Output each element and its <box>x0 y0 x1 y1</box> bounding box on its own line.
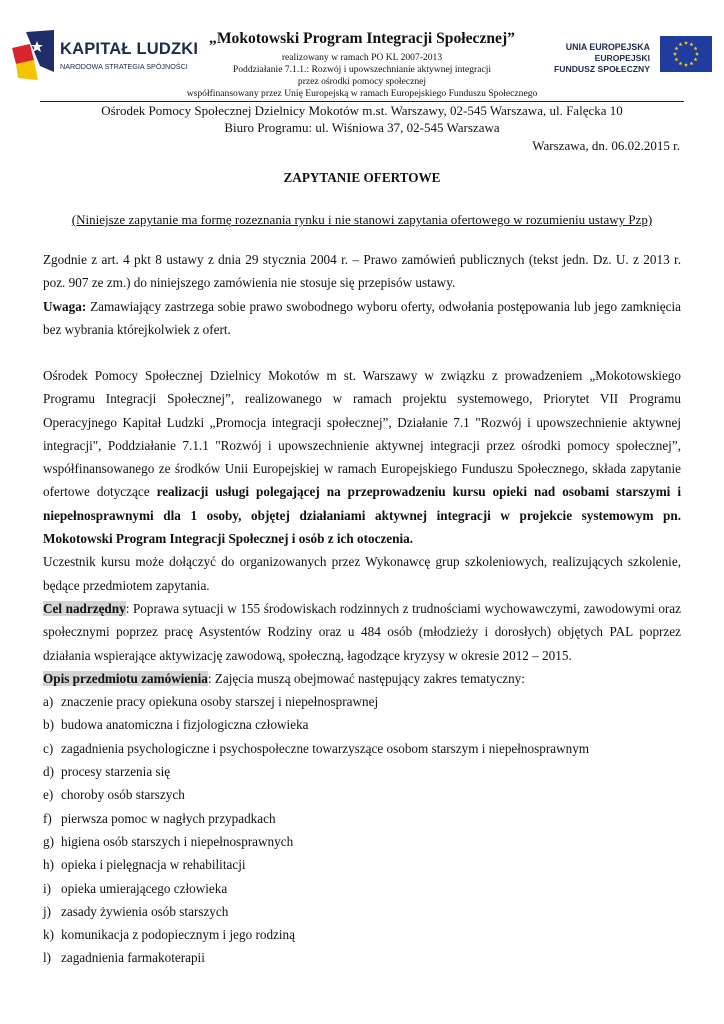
uwaga-label: Uwaga: <box>43 298 87 314</box>
list-item <box>43 900 681 923</box>
list-item <box>43 853 681 876</box>
list-marker: i) <box>43 880 52 896</box>
list-text: choroby osób starszych <box>61 787 185 803</box>
list-item <box>43 713 681 736</box>
header-cofinancing-line: współfinansowany przez Unię Europejską w ramach Europejskiego Funduszu Społecznego <box>186 88 538 99</box>
header-line: Poddziałanie 7.1.1.: Rozwój i upowszechnianie aktywnej integracji <box>232 64 492 76</box>
list-marker: c) <box>43 740 54 756</box>
kapital-ludzki-subtitle: NARODOWA STRATEGIA SPÓJNOŚCI <box>60 62 188 71</box>
subject-paragraph <box>43 667 681 690</box>
list-text: znaczenie pracy opiekuna osoby starszej i niepełnosprawnej <box>61 694 379 710</box>
list-text: opieka i pielęgnacja w rehabilitacji <box>61 857 246 873</box>
list-marker: e) <box>43 787 54 803</box>
goal-text: : Poprawa sytuacji w 155 środowiskach rodzinnych z trudnościami wychowawczymi, zawodowymi oraz społecznymi poprzez pracę Asystentów Rodziny oraz u 484 osób (młodzieży i dorosłych) objętych PAL poprzez działania wspierające aktywizację zawodową, społeczną, łagodzące kryzysy w okresie 2012 – 2015. <box>43 600 682 663</box>
eu-logo-line: FUNDUSZ SPOŁECZNY <box>554 64 650 74</box>
eu-logo-line: EUROPEJSKI <box>594 53 650 63</box>
program-title: „Mokotowski Program Integracji Społecznej” <box>209 30 515 47</box>
document-heading: ZAPYTANIE OFERTOWE <box>283 170 441 185</box>
list-item <box>43 923 681 946</box>
list-item <box>43 807 681 830</box>
list-marker: d) <box>43 764 54 780</box>
list-marker: b) <box>43 717 54 733</box>
eu-logo-text <box>554 42 650 75</box>
uwaga-text: Zamawiający zastrzega sobie prawo swobodnego wyboru oferty, odwołania postępowania lub jego zamknięcia bez wybrania którejkolwiek z ofert. <box>43 298 681 337</box>
list-item <box>43 690 681 713</box>
topic-list <box>43 690 681 970</box>
legal-basis-paragraph: Zgodnie z art. 4 pkt 8 ustawy z dnia 29 stycznia 2004 r. – Prawo zamówień publicznych (tekst jedn. Dz. U. z 2013 r. poz. 907 ze zm.) do niniejszego zamówienia nie stosuje się przepisów ustawy. <box>43 252 681 291</box>
legal-basis-section <box>43 248 681 341</box>
header-divider <box>40 101 684 102</box>
address-line: Ośrodek Pomocy Społecznej Dzielnicy Mokotów m.st. Warszawy, 02-545 Warszawa, ul. Falęcka 10 <box>101 103 623 118</box>
kapital-ludzki-emblem-icon <box>10 26 58 84</box>
list-text: pierwsza pomoc w nagłych przypadkach <box>61 810 276 826</box>
subject-text: : Zajęcia muszą obejmować następujący zakres tematyczny: <box>207 670 525 686</box>
kapital-ludzki-title: KAPITAŁ LUDZKI <box>60 40 199 58</box>
header-center <box>190 30 534 89</box>
header-line: przez ośrodki pomocy społecznej <box>297 76 427 88</box>
eu-logo-line: UNIA EUROPEJSKA <box>565 42 650 52</box>
list-text: komunikacja z podopiecznym i jego rodziną <box>61 927 296 943</box>
list-marker: j) <box>43 903 52 919</box>
list-marker: k) <box>43 927 54 943</box>
list-text: zagadnienia farmakoterapii <box>61 950 205 966</box>
header-line: realizowany w ramach PO KL 2007-2013 <box>281 52 443 63</box>
list-text: higiena osób starszych i niepełnosprawnych <box>61 833 294 849</box>
list-item <box>43 830 681 853</box>
list-marker: h) <box>43 857 54 873</box>
list-marker: g) <box>43 833 54 849</box>
list-item <box>43 946 681 969</box>
document-date: Warszawa, dn. 06.02.2015 r. <box>532 138 680 153</box>
participant-paragraph: Uczestnik kursu może dołączyć do organizowanych przez Wykonawcę grup szkoleniowych, realizujących szkolenie, będące przedmiotem zapytania. <box>43 554 681 593</box>
subject-label: Opis przedmiotu zamówienia <box>43 670 208 686</box>
list-text: procesy starzenia się <box>61 764 171 780</box>
list-text: budowa anatomiczna i fizjologiczna człowieka <box>61 717 309 733</box>
eu-flag-icon <box>660 36 712 72</box>
list-marker: a) <box>43 694 54 710</box>
list-text: zagadnienia psychologiczne i psychospołeczne towarzyszące osobom starszym i niepełnosprawnym <box>61 740 590 756</box>
uwaga-paragraph <box>43 295 681 342</box>
list-item <box>43 877 681 900</box>
goal-label: Cel nadrzędny <box>43 600 126 616</box>
list-text: opieka umierającego człowieka <box>61 880 228 896</box>
document-subheading: (Niniejsze zapytanie ma formę rozeznania rynku i nie stanowi zapytania ofertowego w rozumieniu ustawy Pzp) <box>71 212 653 227</box>
order-paragraph <box>43 364 681 550</box>
order-text: Ośrodek Pomocy Społecznej Dzielnicy Mokotów m st. Warszawy w związku z prowadzeniem „Mokotowskiego Programu Integracji Społecznej”, realizowanego w ramach projektu systemowego, Priorytet VII Programu Operacyjnego Kapitał Ludzki „Promocja integracji społecznej”, Działanie 7.1 "Rozwój i upowszechnienie aktywnej integracji", Poddziałanie 7.1.1 "Rozwój i upowszechnienie aktywnej integracji przez ośrodki pomocy społecznej”, współfinansowanego ze środków Unii Europejskiej w ramach Europejskiego Funduszu Społecznego, składa zapytanie ofertowe dotyczące <box>43 368 681 500</box>
list-marker: f) <box>43 810 52 826</box>
goal-paragraph <box>43 597 681 667</box>
kapital-ludzki-logo <box>10 26 199 88</box>
list-marker: l) <box>43 950 52 966</box>
order-subject: realizacji usługi polegającej na przeprowadzeniu kursu opieki nad osobami starszymi i niepełnosprawnymi dla 1 osoby, objętej działaniami aktywnej integracji w projekcie systemowym pn. Mokotowski Program Integracji Społecznej i osób z ich otoczenia. <box>43 484 682 547</box>
list-item <box>43 783 681 806</box>
eu-logo <box>526 34 712 86</box>
list-item <box>43 737 681 760</box>
address-line: Biuro Programu: ul. Wiśniowa 37, 02-545 Warszawa <box>224 120 500 135</box>
list-item <box>43 760 681 783</box>
main-section <box>43 364 681 970</box>
list-text: zasady żywienia osób starszych <box>61 903 229 919</box>
